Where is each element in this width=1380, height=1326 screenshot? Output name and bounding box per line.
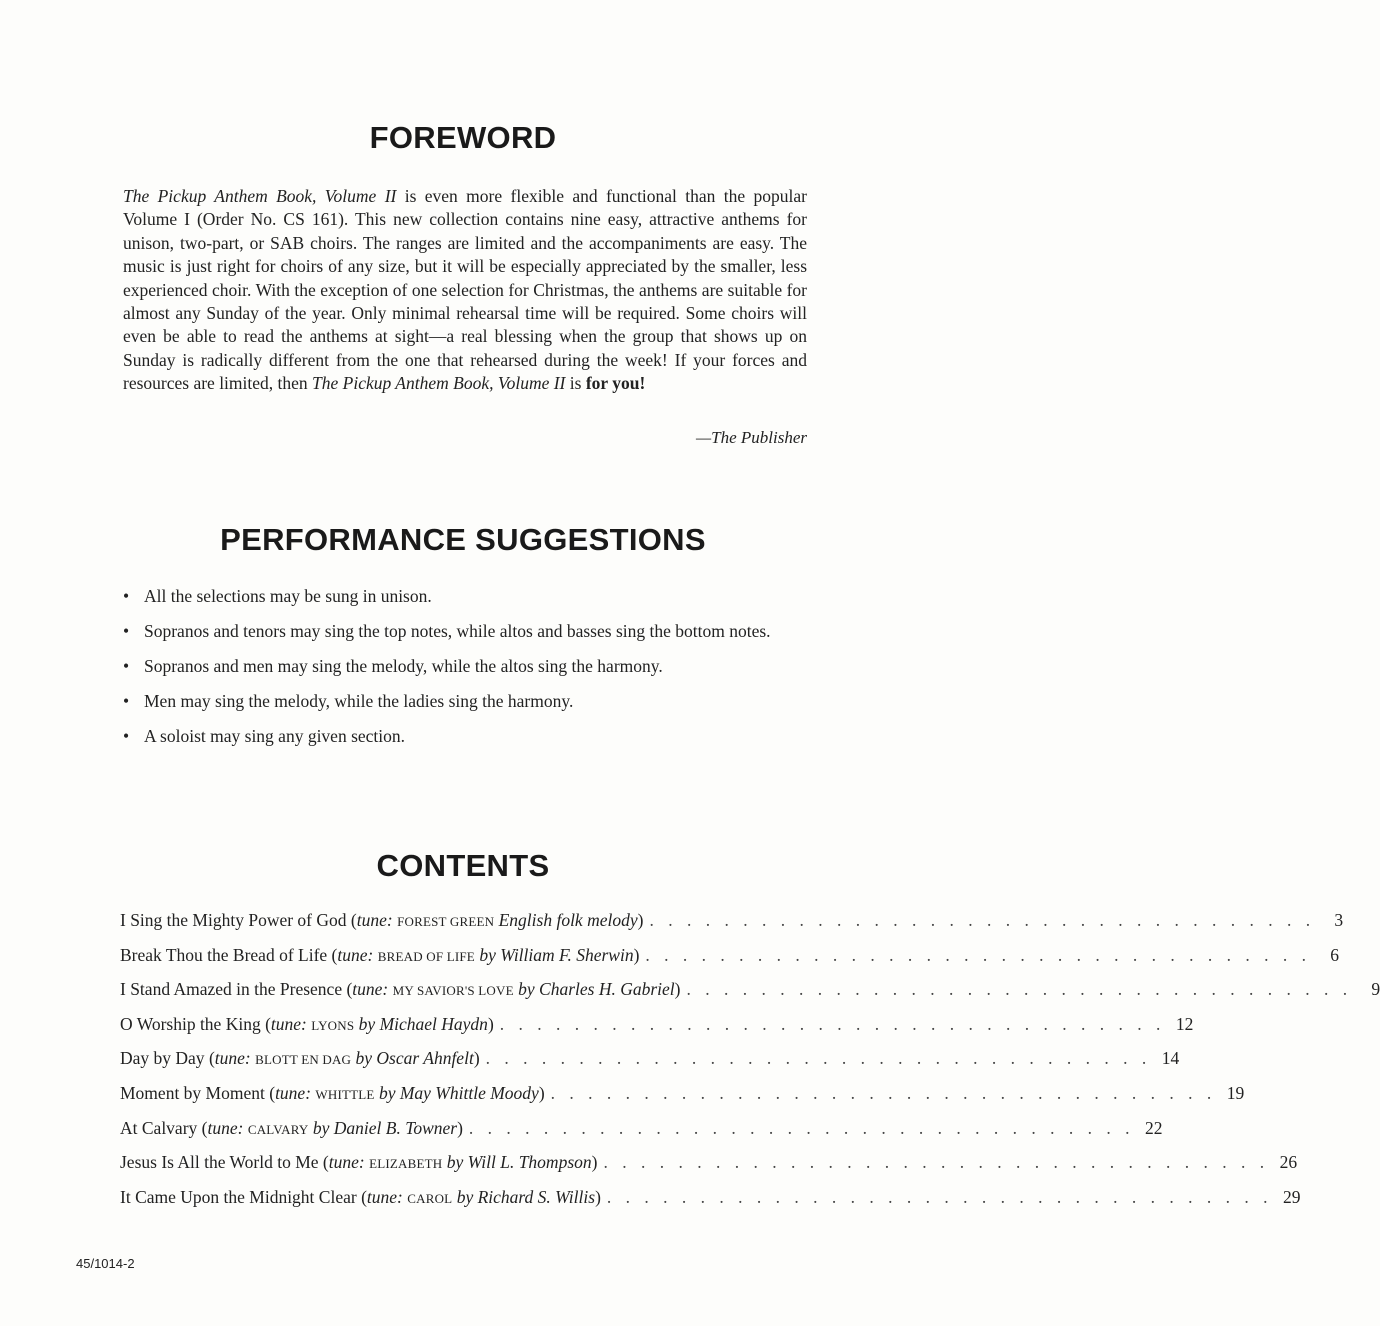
toc-title: Day by Day <box>120 1048 205 1069</box>
toc-tune-name: LYONS <box>311 1017 355 1033</box>
toc-page-number: 29 <box>1283 1186 1301 1207</box>
toc-tune-name: BLOTT EN DAG <box>255 1052 352 1068</box>
foreword-heading: FOREWORD <box>369 120 557 155</box>
suggestion-item: • All the selections may be sung in unison. <box>120 585 810 608</box>
toc-row <box>120 1048 1180 1083</box>
toc-tune-name: CAROL <box>407 1190 453 1206</box>
toc-page-number: 19 <box>1226 1082 1245 1103</box>
toc-leader-dots: . . . . . . . . . . . . . . . . . . . . . . . . . . . . . . . . . . . . <box>603 1152 1270 1173</box>
foreword-body: is even more flexible and functional than the popular Volume I (Order No. CS 161). This new collection contains nine easy, attractive anthems for unison, two-part, or SAB choirs. The ranges are limited and the accompaniments are easy. The music is just right for choirs of any size, but it will be especially appreciated by the smaller, less experienced choir. With the exception of one selection for Christmas, the anthems are suitable for almost any Sunday of the year. Only minimal rehearsal time will be required. Some choirs will even be able to read the anthems at sight—a real blessing when the group that shows up on Sunday is radically different from the one that rehearsed during the week! If your forces and resources are limited, then <box>123 186 808 394</box>
toc-title: Moment by Moment <box>120 1082 265 1103</box>
foreword-is: is <box>565 373 586 394</box>
toc-tune-name: MY SAVIOR'S LOVE <box>392 983 514 999</box>
foreword-closing: for you! <box>585 373 646 394</box>
toc-title: Jesus Is All the World to Me <box>120 1152 319 1173</box>
toc-title: I Stand Amazed in the Presence <box>120 979 343 1000</box>
toc-composer: English folk melody <box>498 910 638 930</box>
toc-title: O Worship the King <box>120 1013 261 1034</box>
toc-composer: by Michael Haydn <box>358 1013 488 1034</box>
toc-leader-dots: . . . . . . . . . . . . . . . . . . . . . . . . . . . . . . . . . . . . <box>485 1048 1152 1069</box>
toc-tune-name: CALVARY <box>247 1121 309 1137</box>
suggestion-item: • Men may sing the melody, while the ladies sing the harmony. <box>120 690 810 713</box>
performance-heading: PERFORMANCE SUGGESTIONS <box>220 522 706 557</box>
toc-row <box>120 1082 1245 1118</box>
toc-leader-dots: . . . . . . . . . . . . . . . . . . . . . . . . . . . . . . . . . . . . <box>499 1013 1166 1034</box>
toc-page-number: 9 <box>1371 979 1380 1000</box>
toc-title: At Calvary <box>120 1117 198 1138</box>
toc-leader-dots: . . . . . . . . . . . . . . . . . . . . . . . . . . . . . . . . . . . . <box>468 1117 1135 1138</box>
toc-leader-dots: . . . . . . . . . . . . . . . . . . . . . . . . . . . . . . . . . . . . <box>649 910 1316 930</box>
toc-tune-label: tune: <box>328 1152 365 1173</box>
book-title-repeat: The Pickup Anthem Book, Volume II <box>312 373 566 394</box>
toc-tune-label: tune: <box>275 1082 312 1103</box>
toc-leader-dots: . . . . . . . . . . . . . . . . . . . . . . . . . . . . . . . . . . . . <box>645 944 1312 965</box>
toc-row <box>120 944 1340 980</box>
toc-page-number: 26 <box>1279 1152 1298 1173</box>
toc-entry: Day by Day (tune: BLOTT EN DAG by Oscar Ahnfelt) <box>120 1048 480 1069</box>
toc-composer: by Daniel B. Towner <box>312 1117 458 1138</box>
catalog-code: 45/1014-2 <box>76 1256 135 1271</box>
toc-page-number: 12 <box>1175 1013 1194 1034</box>
suggestion-item: • A soloist may sing any given section. <box>120 725 810 748</box>
table-of-contents <box>120 910 1380 1221</box>
toc-entry: Break Thou the Bread of Life (tune: BREAD OF LIFE by William F. Sherwin) <box>120 944 640 965</box>
toc-composer: by Oscar Ahnfelt <box>355 1048 474 1069</box>
toc-entry: I Sing the Mighty Power of God (tune: FOREST GREEN English folk melody) <box>120 910 644 930</box>
toc-entry: Jesus Is All the World to Me (tune: ELIZABETH by Will L. Thompson) <box>120 1152 598 1173</box>
toc-row <box>120 910 1344 945</box>
toc-leader-dots: . . . . . . . . . . . . . . . . . . . . . . . . . . . . . . . . . . . . <box>606 1186 1273 1207</box>
toc-entry: Moment by Moment (tune: WHITTLE by May Whittle Moody) <box>120 1082 545 1103</box>
toc-title: Break Thou the Bread of Life <box>120 944 328 965</box>
toc-entry: It Came Upon the Midnight Clear (tune: CAROL by Richard S. Willis) <box>120 1186 601 1207</box>
toc-leader-dots: . . . . . . . . . . . . . . . . . . . . . . . . . . . . . . . . . . . . <box>550 1082 1217 1103</box>
toc-tune-label: tune: <box>356 910 393 930</box>
toc-tune-label: tune: <box>207 1117 244 1138</box>
toc-tune-label: tune: <box>352 979 389 1000</box>
toc-row <box>120 1152 1298 1187</box>
toc-tune-label: tune: <box>366 1186 403 1207</box>
toc-tune-name: ELIZABETH <box>369 1156 443 1172</box>
toc-row <box>120 1013 1194 1049</box>
foreword-paragraph <box>123 185 807 396</box>
toc-tune-label: tune: <box>270 1013 307 1034</box>
toc-row <box>120 1186 1301 1222</box>
toc-tune-name: WHITTLE <box>315 1086 375 1102</box>
toc-tune-label: tune: <box>337 944 374 965</box>
toc-row <box>120 979 1380 1014</box>
toc-title: I Sing the Mighty Power of God <box>120 910 347 930</box>
toc-composer: by Charles H. Gabriel <box>518 979 675 1000</box>
toc-page-number: 22 <box>1145 1117 1163 1138</box>
toc-composer: by May Whittle Moody <box>378 1082 539 1103</box>
toc-entry: I Stand Amazed in the Presence (tune: MY SAVIOR'S LOVE by Charles H. Gabriel) <box>120 979 681 1000</box>
toc-page-number: 14 <box>1161 1048 1180 1069</box>
toc-page-number: 6 <box>1330 944 1340 965</box>
contents-heading: CONTENTS <box>376 848 550 883</box>
toc-composer: by Will L. Thompson <box>446 1152 592 1173</box>
toc-tune-name: FOREST GREEN <box>397 914 495 929</box>
toc-composer: by William F. Sherwin <box>479 944 634 965</box>
toc-composer: by Richard S. Willis <box>456 1186 596 1207</box>
toc-page-number: 3 <box>1334 910 1344 930</box>
publisher-signature: —The Publisher <box>696 428 807 447</box>
suggestion-item: • Sopranos and men may sing the melody, while the altos sing the harmony. <box>120 655 810 678</box>
book-title: The Pickup Anthem Book, Volume II <box>123 186 397 206</box>
toc-entry: At Calvary (tune: CALVARY by Daniel B. Towner) <box>120 1117 463 1138</box>
suggestion-item: • Sopranos and tenors may sing the top notes, while altos and basses sing the bottom notes. <box>120 620 810 643</box>
toc-tune-name: BREAD OF LIFE <box>377 948 475 964</box>
toc-entry: O Worship the King (tune: LYONS by Michael Haydn) <box>120 1013 494 1034</box>
toc-tune-label: tune: <box>214 1048 251 1069</box>
suggestions-list <box>120 585 810 760</box>
toc-row <box>120 1117 1163 1153</box>
toc-title: It Came Upon the Midnight Clear <box>120 1186 357 1207</box>
toc-leader-dots: . . . . . . . . . . . . . . . . . . . . . . . . . . . . . . . . . . . . <box>686 979 1353 1000</box>
